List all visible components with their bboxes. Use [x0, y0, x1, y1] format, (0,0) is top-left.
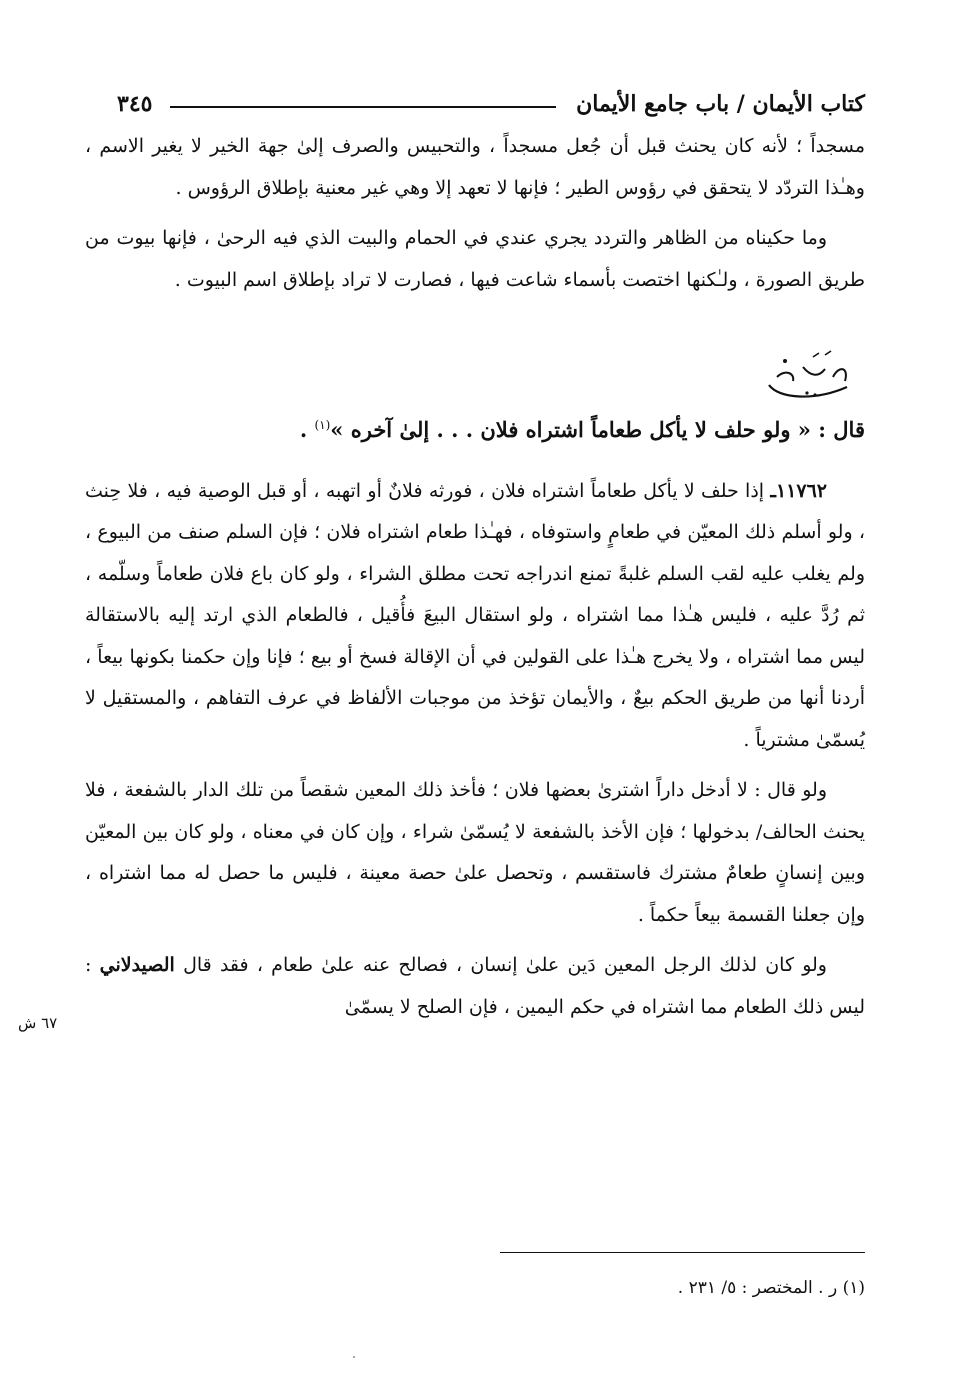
qala-label: قال : — [818, 417, 865, 442]
section-heading-fasl — [85, 347, 865, 405]
running-header — [85, 86, 865, 122]
paragraph-2: وما حكيناه من الظاهر والتردد يجري عندي في الحمام والبيت الذي فيه الرحىٰ ، فإنها بيوت من طريق الصورة ، ولـٰكنها اختصت بأسماء شاعت فيها ، فصارت لا تراد بإطلاق اسم البيوت . — [85, 227, 865, 291]
paragraph-3-text: إذا حلف لا يأكل طعاماً اشتراه فلان ، فورثه فلانٌ أو اتهبه ، أو قبل الوصية فيه ، فلا حِنث ، ولو أسلم ذلك المعيّن في طعامٍ واستوفاه ، فهـٰذا طعام اشتراه فلان ؛ فإن السلم صنف من البيوع ، ولم يغلب عليه لقب السلم غلبةً تمنع اندراجه تحت مطلق الشراء ، ولو كان باع فلان طعاماً وسلّمه ، ثم رُدَّ عليه ، فليس هـٰذا مما اشتراه ، ولو استقال البيعَ فأُقيل ، فالطعام الذي ارتد إليه بالاستقالة ليس مما اشتراه ، ولا يخرج هـٰذا على القولين في أن الإقالة فسخ أو بيع ؛ فإنا وإن حكمنا بكونها بيعاً ، أردنا أنها من طريق الحكم بيعٌ ، والأيمان تؤخذ من موجبات الألفاظ في عرف التفاهم ، والمستقيل لا يُسمّىٰ مشترياً . — [85, 479, 865, 751]
main-text — [85, 126, 865, 1028]
scholar-name: الصيدلاني — [99, 954, 175, 976]
scan-speck — [353, 1356, 355, 1358]
paragraph-1: مسجداً ؛ لأنه كان يحنث قبل أن جُعل مسجداً ، والتحبيس والصرف إلىٰ جهة الخير لا يغير الاسم ، وهـٰذا التردّد لا يتحقق في رؤوس الطير ؛ فإنها لا تعهد إلا وهي غير معنية بإطلاق الرؤوس . — [85, 135, 865, 199]
page-number: ٣٤٥ — [117, 91, 153, 117]
paragraph-5-rest: : ليس ذلك الطعام مما اشتراه في حكم اليمين ، فإن الصلح لا يسمّىٰ — [85, 954, 865, 1018]
book-page — [85, 60, 865, 1360]
footnote: (١) ر . المختصر : ٥/ ٢٣١ . — [677, 1278, 865, 1298]
footnote-rule — [500, 1252, 865, 1253]
qala-line — [85, 405, 865, 451]
paragraph-3 — [85, 471, 865, 762]
paragraph-5 — [85, 945, 865, 1028]
paragraph-5-start: ولو كان لذلك الرجل المعين دَين علىٰ إنسان ، فصالح عنه علىٰ طعام ، فقد قال — [183, 954, 827, 976]
footnote-ref: (١) — [314, 418, 331, 432]
qala-end: . — [299, 417, 315, 442]
header-rule — [170, 106, 556, 108]
qala-quote: « ولو حلف لا يأكل طعاماً اشتراه فلان . . . إلىٰ آخره » — [330, 417, 811, 442]
issue-number: ١١٧٦٢ـ — [770, 479, 827, 502]
running-title: كتاب الأيمان / باب جامع الأيمان — [576, 91, 865, 117]
fasl-calligraphy-icon — [755, 347, 865, 405]
margin-manuscript-ref: ٦٧ ش — [18, 1014, 58, 1032]
paragraph-4: ولو قال : لا أدخل داراً اشترىٰ بعضها فلان ؛ فأخذ ذلك المعين شقصاً من تلك الدار بالشفعة ، فلا يحنث الحالف/ بدخولها ؛ فإن الأخذ بالشفعة لا يُسمّىٰ شراء ، وإن كان في معناه ، ولو كان بين المعيّن وبين إنسانٍ طعامٌ مشترك فاستقسم ، وتحصل علىٰ حصة معينة ، فليس ما حصل له مما اشتراه ، وإن جعلنا القسمة بيعاً حكماً . — [85, 779, 865, 926]
